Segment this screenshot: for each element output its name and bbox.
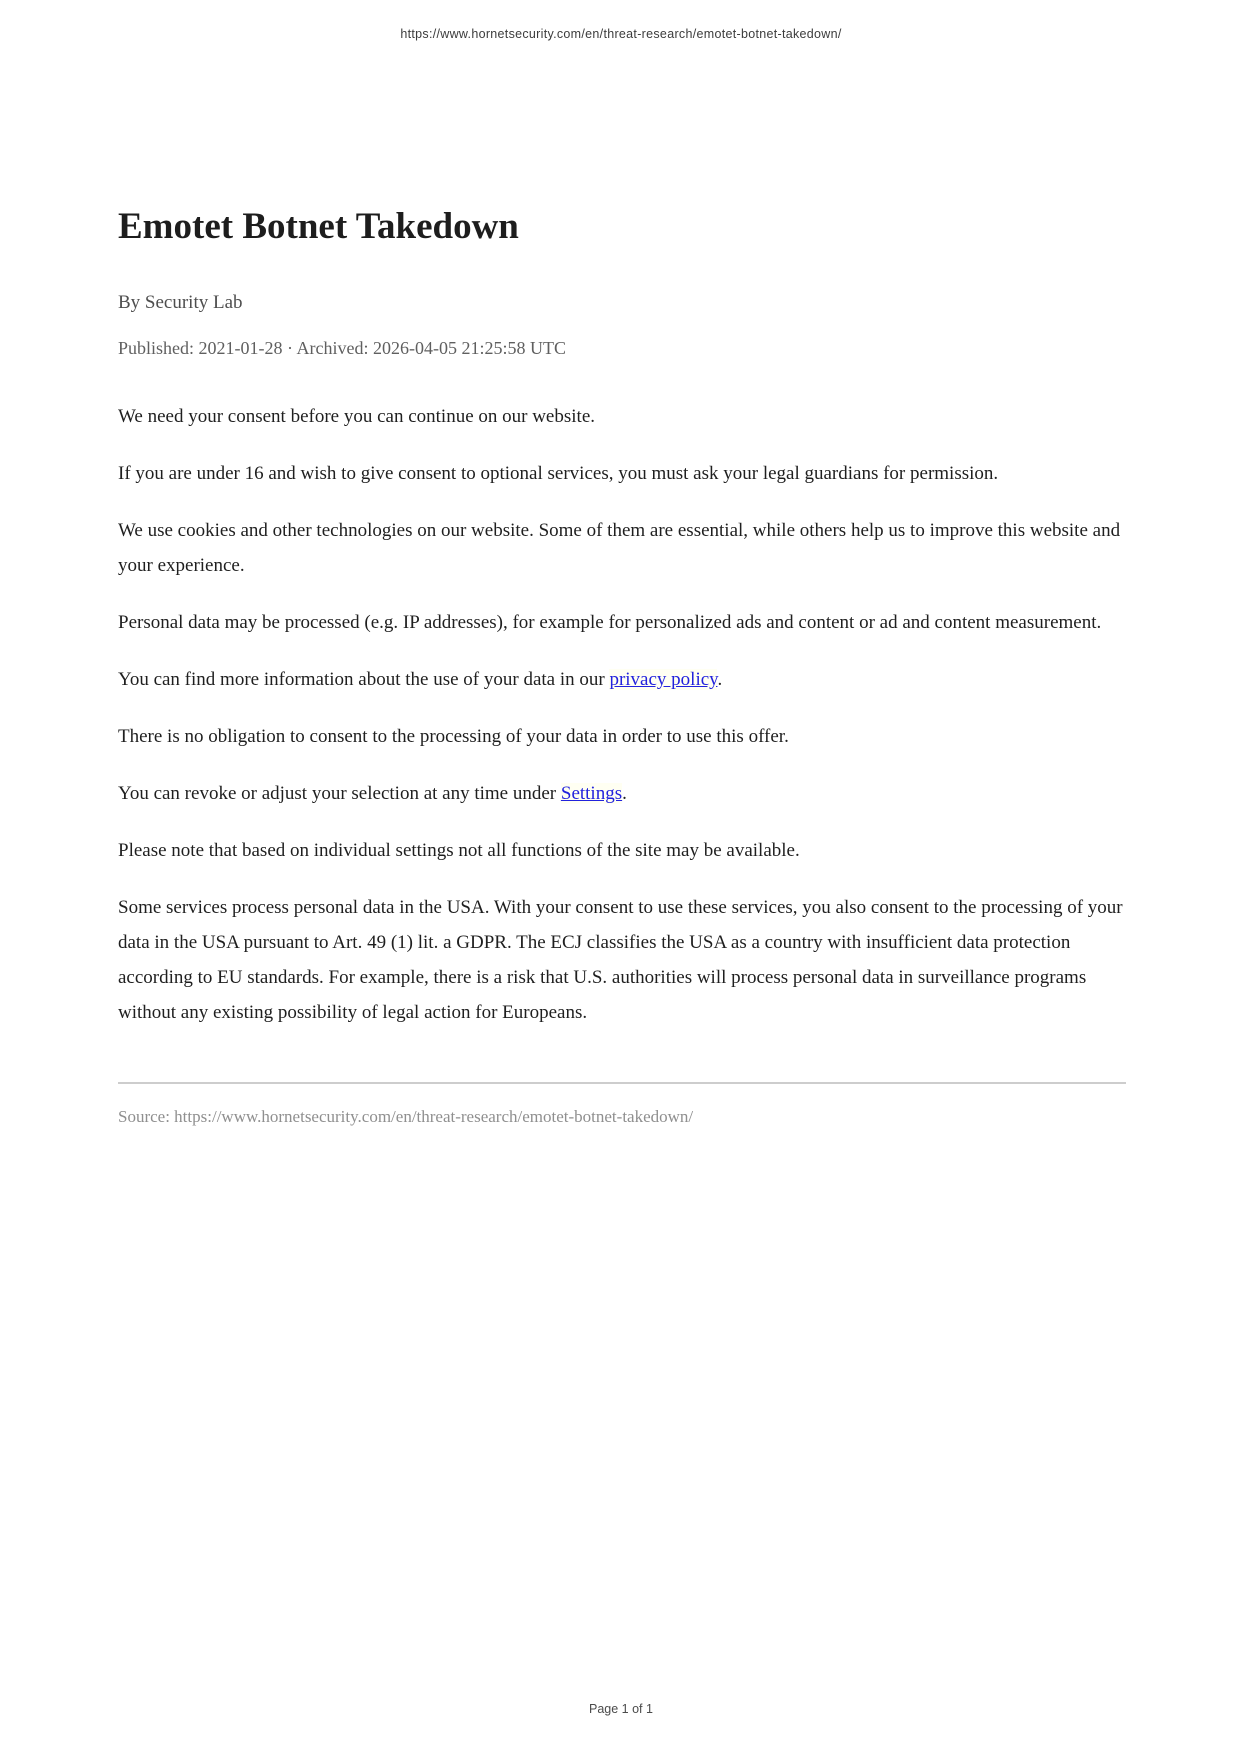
consent-text-block	[118, 399, 1126, 1030]
published-archived-meta: Published: 2021-01-28 · Archived: 2026-04-05 21:25:58 UTC	[118, 338, 566, 358]
paragraph-under-16	[118, 456, 1126, 491]
paragraph-text: We need your consent before you can continue on our website.	[118, 406, 596, 427]
paragraph-text: Some services process personal data in the USA. With your consent to use these services, you also consent to the processing of your data in the USA pursuant to Art. 49 (1) lit. a GDPR. The ECJ classifies the USA as a country with insufficient data protection according to EU standards. For example, there is a risk that U.S. authorities will process personal data in surveillance programs without any existing possibility of legal action for Europeans.	[118, 897, 1123, 1023]
paragraph-text: You can find more information about the use of your data in our	[118, 669, 610, 690]
paragraph-revoke-settings	[118, 776, 1126, 811]
article-content	[118, 205, 1126, 1129]
paragraph-text: Personal data may be processed (e.g. IP addresses), for example for personalized ads and content or ad and content measurement.	[118, 612, 1102, 633]
paragraph-consent-needed	[118, 399, 1126, 434]
settings-link[interactable]: Settings	[560, 783, 623, 804]
horizontal-rule	[118, 1082, 1126, 1084]
print-header-url: https://www.hornetsecurity.com/en/threat-research/emotet-botnet-takedown/	[400, 27, 842, 41]
paragraph-text: You can revoke or adjust your selection at any time under	[118, 783, 561, 804]
paragraph-privacy-policy	[118, 662, 1126, 697]
page-number-footer: Page 1 of 1	[589, 1702, 653, 1716]
paragraph-no-obligation	[118, 719, 1126, 754]
paragraph-text: .	[622, 783, 627, 804]
page-title: Emotet Botnet Takedown	[118, 206, 519, 247]
privacy-policy-link[interactable]: privacy policy	[609, 669, 718, 690]
paragraph-text: We use cookies and other technologies on our website. Some of them are essential, while others help us to improve this website and your experience.	[118, 520, 1121, 576]
paragraph-text: There is no obligation to consent to the processing of your data in order to use this offer.	[118, 726, 789, 747]
byline: By Security Lab	[118, 292, 243, 313]
paragraph-text: If you are under 16 and wish to give consent to optional services, you must ask your legal guardians for permission.	[118, 463, 999, 484]
paragraph-text: .	[717, 669, 723, 690]
paragraph-cookies	[118, 513, 1126, 583]
paragraph-functions-note	[118, 833, 1126, 868]
source-line: Source: https://www.hornetsecurity.com/en/threat-research/emotet-botnet-takedown/	[118, 1107, 694, 1126]
paragraph-personal-data	[118, 605, 1126, 640]
paragraph-usa-services	[118, 890, 1126, 1030]
paragraph-text: Please note that based on individual settings not all functions of the site may be available.	[118, 840, 800, 861]
